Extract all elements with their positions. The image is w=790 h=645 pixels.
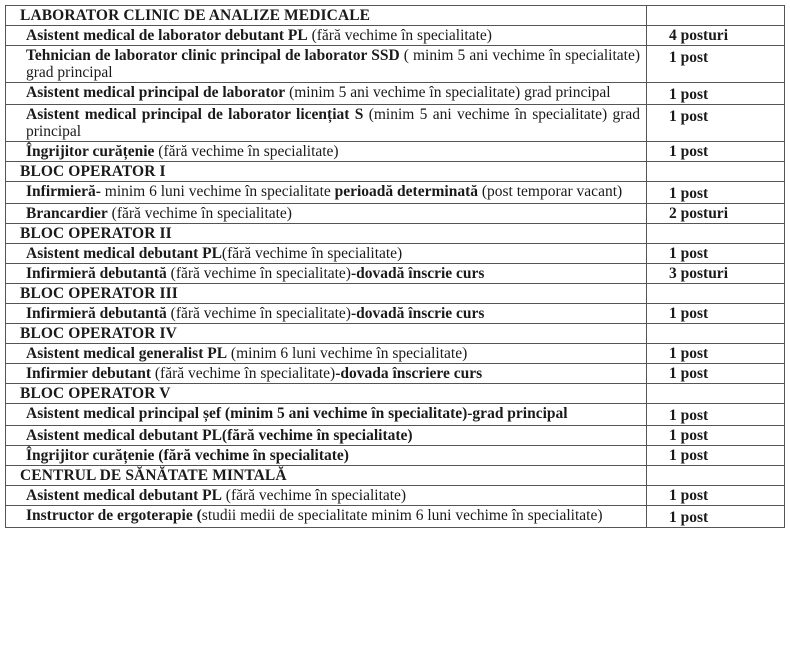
bold-text-segment: BLOC OPERATOR V bbox=[20, 385, 171, 402]
positions-count: 2 posturi bbox=[647, 204, 785, 224]
position-description bbox=[6, 105, 647, 142]
section-header-row bbox=[6, 284, 785, 304]
bold-text-segment: Asistent medical de laborator debutant PL bbox=[26, 27, 308, 44]
text-segment: (fără vechime în specialitate) bbox=[154, 143, 339, 160]
section-title bbox=[6, 6, 647, 26]
position-row bbox=[6, 83, 785, 105]
bold-text-segment: LABORATOR CLINIC DE ANALIZE MEDICALE bbox=[20, 7, 371, 24]
section-header-row bbox=[6, 384, 785, 404]
bold-text-segment: Asistent medical debutant PL(fără vechime în specialitate) bbox=[26, 427, 413, 444]
bold-text-segment: Asistent medical debutant PL bbox=[26, 487, 222, 504]
position-row bbox=[6, 204, 785, 224]
position-row bbox=[6, 182, 785, 204]
text-segment: (fără vechime în specialitate) bbox=[166, 305, 351, 322]
position-row bbox=[6, 446, 785, 466]
bold-text-segment: CENTRUL DE SĂNĂTATE MINTALĂ bbox=[20, 467, 287, 484]
section-title bbox=[6, 384, 647, 404]
section-header-row bbox=[6, 224, 785, 244]
bold-text-segment: Asistent medical principal șef (minim 5 ani vechime în specialitate)-grad principal bbox=[26, 405, 568, 422]
position-row bbox=[6, 506, 785, 528]
text-segment: (fără vechime în specialitate) bbox=[221, 245, 403, 262]
bold-text-segment: Infirmieră- bbox=[26, 183, 101, 200]
bold-text-segment: Asistent medical principal de laborator bbox=[26, 84, 286, 101]
bold-text-segment: Asistent medical generalist PL bbox=[26, 345, 228, 362]
bold-text-segment: -dovadă înscrie curs bbox=[350, 305, 485, 322]
positions-count: 1 post bbox=[647, 142, 785, 162]
section-header-row bbox=[6, 466, 785, 486]
positions-count: 1 post bbox=[647, 364, 785, 384]
position-description bbox=[6, 404, 647, 426]
position-description bbox=[6, 244, 647, 264]
text-segment: (minim 6 luni vechime în specialitate) bbox=[227, 345, 468, 362]
position-row bbox=[6, 344, 785, 364]
text-segment: (fără vechime în specialitate) bbox=[107, 205, 292, 222]
bold-text-segment: Îngrijitor curățenie (fără vechime în specialitate) bbox=[26, 447, 349, 464]
positions-count bbox=[647, 466, 785, 486]
positions-count: 1 post bbox=[647, 426, 785, 446]
position-description bbox=[6, 446, 647, 466]
text-segment: (fără vechime în specialitate) bbox=[151, 365, 336, 382]
positions-count: 3 posturi bbox=[647, 264, 785, 284]
text-segment: minim 6 luni vechime în specialitate bbox=[100, 183, 335, 200]
text-segment: (fără vechime în specialitate) bbox=[166, 265, 351, 282]
bold-text-segment: Asistent medical debutant PL bbox=[26, 245, 222, 262]
position-description bbox=[6, 182, 647, 204]
positions-count: 1 post bbox=[647, 344, 785, 364]
position-description bbox=[6, 204, 647, 224]
bold-text-segment: Infirmieră debutantă bbox=[26, 305, 167, 322]
bold-text-segment: perioadă determinată bbox=[334, 183, 478, 200]
positions-count bbox=[647, 284, 785, 304]
position-row bbox=[6, 264, 785, 284]
position-description bbox=[6, 46, 647, 83]
bold-text-segment: Infirmier debutant bbox=[26, 365, 152, 382]
positions-count: 1 post bbox=[647, 304, 785, 324]
bold-text-segment: BLOC OPERATOR II bbox=[20, 225, 172, 242]
position-description bbox=[6, 506, 647, 528]
positions-count bbox=[647, 384, 785, 404]
bold-text-segment: Infirmieră debutantă bbox=[26, 265, 167, 282]
positions-count: 1 post bbox=[647, 182, 785, 204]
positions-count: 1 post bbox=[647, 486, 785, 506]
text-segment: ( minim 5 ani vechime în specialitate) grad principal bbox=[26, 47, 640, 81]
positions-count: 1 post bbox=[647, 83, 785, 105]
bold-text-segment: BLOC OPERATOR III bbox=[20, 285, 178, 302]
position-row bbox=[6, 364, 785, 384]
position-description bbox=[6, 426, 647, 446]
text-segment: (post temporar vacant) bbox=[477, 183, 623, 200]
positions-table bbox=[5, 5, 785, 528]
positions-count bbox=[647, 162, 785, 182]
positions-count: 4 posturi bbox=[647, 26, 785, 46]
section-title bbox=[6, 466, 647, 486]
positions-count: 1 post bbox=[647, 506, 785, 528]
bold-text-segment: ( bbox=[192, 507, 202, 524]
position-description bbox=[6, 83, 647, 105]
bold-text-segment: BLOC OPERATOR I bbox=[20, 163, 166, 180]
bold-text-segment: Instructor de ergoterapie bbox=[26, 507, 193, 524]
section-header-row bbox=[6, 324, 785, 344]
section-title bbox=[6, 162, 647, 182]
position-description bbox=[6, 304, 647, 324]
section-title bbox=[6, 284, 647, 304]
bold-text-segment: Tehnician de laborator clinic principal de laborator SSD bbox=[26, 47, 400, 64]
section-header-row bbox=[6, 162, 785, 182]
text-segment: studii medii de specialitate minim 6 luni vechime în specialitate) bbox=[201, 507, 603, 524]
position-row bbox=[6, 105, 785, 142]
position-row bbox=[6, 26, 785, 46]
positions-table-body bbox=[6, 6, 785, 528]
positions-count: 1 post bbox=[647, 105, 785, 142]
bold-text-segment: Brancardier bbox=[26, 205, 108, 222]
position-row bbox=[6, 404, 785, 426]
section-header-row bbox=[6, 6, 785, 26]
positions-count bbox=[647, 224, 785, 244]
position-row bbox=[6, 142, 785, 162]
section-title bbox=[6, 324, 647, 344]
position-row bbox=[6, 46, 785, 83]
positions-count: 1 post bbox=[647, 46, 785, 83]
position-row bbox=[6, 426, 785, 446]
section-title bbox=[6, 224, 647, 244]
position-description bbox=[6, 344, 647, 364]
position-row bbox=[6, 304, 785, 324]
bold-text-segment: BLOC OPERATOR IV bbox=[20, 325, 177, 342]
position-description bbox=[6, 264, 647, 284]
positions-count: 1 post bbox=[647, 446, 785, 466]
positions-count bbox=[647, 6, 785, 26]
text-segment: (fără vechime în specialitate) bbox=[221, 487, 407, 504]
bold-text-segment: -dovada înscriere curs bbox=[335, 365, 483, 382]
positions-count bbox=[647, 324, 785, 344]
position-description bbox=[6, 26, 647, 46]
position-description bbox=[6, 142, 647, 162]
position-description bbox=[6, 486, 647, 506]
text-segment: (fără vechime în specialitate) bbox=[307, 27, 492, 44]
text-segment: (minim 5 ani vechime în specialitate) grad principal bbox=[285, 84, 611, 101]
text-segment: (minim 5 ani vechime în specialitate) grad principal bbox=[26, 106, 640, 140]
positions-count: 1 post bbox=[647, 404, 785, 426]
position-row bbox=[6, 244, 785, 264]
bold-text-segment: Îngrijitor curățenie bbox=[26, 143, 155, 160]
position-description bbox=[6, 364, 647, 384]
bold-text-segment: Asistent medical principal de laborator licențiat S bbox=[26, 106, 364, 123]
bold-text-segment: -dovadă înscrie curs bbox=[350, 265, 485, 282]
position-row bbox=[6, 486, 785, 506]
positions-count: 1 post bbox=[647, 244, 785, 264]
